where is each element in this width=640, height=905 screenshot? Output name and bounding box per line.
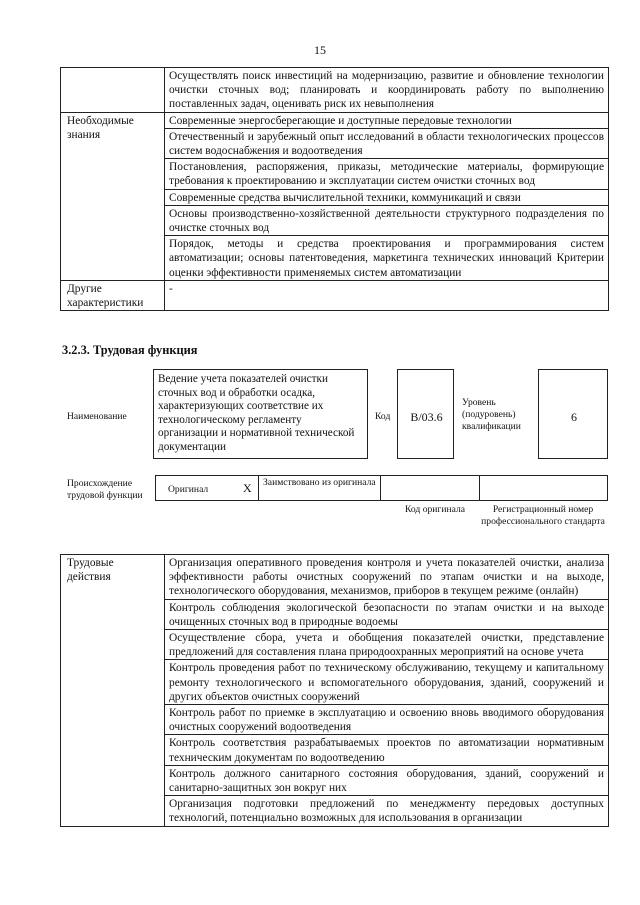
original-mark: X <box>243 481 252 495</box>
section-title: 3.2.3. Трудовая функция <box>62 343 198 357</box>
level-label: Уровень (подуровень) квалификации <box>462 397 521 432</box>
table-row <box>61 68 609 113</box>
reg-number-cell <box>479 475 608 501</box>
row-label: Трудовые действия <box>61 555 165 827</box>
origin-label: Происхождение трудовой функции <box>67 478 143 501</box>
borrowed-label: Заимствовано из оригинала <box>263 477 376 488</box>
row-text: Отечественный и зарубежный опыт исследований в области технологических процессов систем водоснабжения и водоотведения <box>165 128 609 158</box>
level-box <box>538 369 608 459</box>
row-label <box>61 68 165 113</box>
borrowed-cell <box>258 475 381 501</box>
row-text: Современные средства вычислительной техники, коммуникаций и связи <box>165 189 609 205</box>
origin-row <box>155 475 608 501</box>
row-text: Контроль проведения работ по техническому обслуживанию, текущему и капитальному ремонту технологического и вспомогательного оборудования, зданий, сооружений и других объектов очистных сооружений <box>165 660 609 705</box>
original-cell <box>155 475 259 501</box>
table-row <box>61 112 609 128</box>
code-original-caption: Код оригинала <box>404 504 466 515</box>
table-row <box>61 555 609 600</box>
code-label: Код <box>375 411 391 422</box>
row-text: Осуществлять поиск инвестиций на модернизацию, развитие и обновление технологии очистки сточных вод; планировать и координировать работу по выполнению поставленных задач, оценивать риск их невыполнения <box>165 68 609 113</box>
name-label: Наименование <box>67 411 127 422</box>
row-text: Основы производственно-хозяйственной деятельности структурного подразделения по очистке сточных вод <box>165 205 609 235</box>
row-label: Необходимые знания <box>61 112 165 280</box>
code-value: B/03.6 <box>410 410 443 424</box>
row-text: Контроль работ по приемке в эксплуатацию и освоению вновь вводимого оборудования очистных сооружений водоотведения <box>165 705 609 735</box>
row-text: Современные энергосберегающие и доступные передовые технологии <box>165 112 609 128</box>
original-code-cell <box>380 475 480 501</box>
code-box <box>397 369 454 459</box>
original-label: Оригинал <box>168 484 209 495</box>
row-text: Организация оперативного проведения контроля и учета показателей очистки, анализа эффективности работы очистных сооружений по этапам очистки и на выходе, технологического оборудования, механизмов, приборов в текущем режиме (онлайн) <box>165 555 609 600</box>
row-text: Контроль должного санитарного состояния оборудования, зданий, сооружений и санитарно-защитных зон вокруг них <box>165 765 609 795</box>
table-row <box>61 280 609 310</box>
row-text: Осуществление сбора, учета и обобщения показателей очистки, представление предложений для составления плана природоохранных мероприятий на основе учета <box>165 630 609 660</box>
row-text: Контроль соблюдения экологической безопасности по этапам очистки и на выходе очищенных сточных вод в природные водоемы <box>165 599 609 629</box>
labor-actions-table <box>60 554 609 827</box>
row-text: Порядок, методы и средства проектирования и программирования систем автоматизации; основы патентоведения, маркетинга технических инноваций Критерии оценки эффективности применяемых систем автоматизации <box>165 236 609 281</box>
reg-number-caption: Регистрационный номер профессионального стандарта <box>481 504 605 527</box>
function-name-value: Ведение учета показателей очистки сточных вод и обработки осадка, характеризующих соответствие их технологическому регламенту организации и нормативной технической документации <box>158 373 355 453</box>
page-number: 15 <box>314 43 326 57</box>
row-label: Другие характеристики <box>61 280 165 310</box>
row-text: Контроль соответствия разрабатываемых проектов по автоматизации нормативным техническим документам по водоотведению <box>165 735 609 765</box>
function-name-box <box>153 369 368 459</box>
row-text: - <box>165 280 609 310</box>
row-text: Организация подготовки предложений по менеджменту передовых доступных технологий, потенциально возможных для использования в организации <box>165 796 609 826</box>
row-text: Постановления, распоряжения, приказы, методические материалы, формирующие требования к проектированию и эксплуатации систем очистки сточных вод <box>165 159 609 189</box>
level-value: 6 <box>571 410 577 424</box>
knowledge-table <box>60 67 609 311</box>
